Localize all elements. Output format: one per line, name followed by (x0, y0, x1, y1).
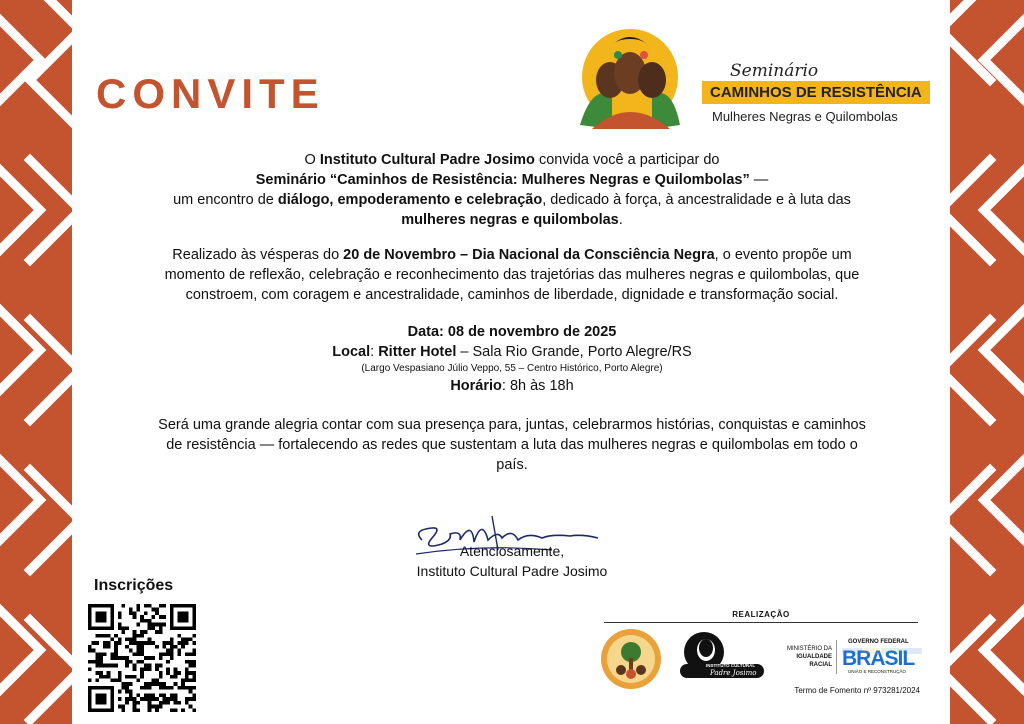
page-title: CONVITE (96, 70, 325, 117)
event-date: Data: 08 de novembro de 2025 (407, 324, 617, 340)
org-name: Instituto Cultural Padre Josimo (319, 152, 535, 168)
context-text: Realizado às vésperas do (172, 247, 344, 263)
intro-text: . (618, 212, 623, 228)
logo-line3: Mulheres Negras e Quilombolas (712, 109, 898, 124)
seminar-name: Seminário “Caminhos de Resistência: Mulheres Negras e Quilombolas” (255, 172, 750, 188)
venue-room: – Sala Rio Grande, Porto Alegre/RS (456, 344, 692, 360)
women-text: mulheres negras e quilombolas (401, 212, 619, 228)
intro-text: , dedicado à força, à ancestralidade e à luta das (542, 192, 851, 208)
gov-top-text: GOVERNO FEDERAL (848, 639, 909, 645)
local-sep: : (370, 344, 379, 360)
icpj-line1: INSTITUTO CULTURAL (706, 663, 756, 668)
venue-address: (Largo Vespasiano Júlio Veppo, 55 – Centro Histórico, Porto Alegre) (361, 363, 663, 374)
time-value: : 8h às 18h (501, 378, 574, 394)
right-border-pattern (950, 0, 1024, 724)
intro-text: O (304, 152, 320, 168)
intro-text: convida você a participar do (534, 152, 720, 168)
signature-block (372, 541, 652, 581)
intro-text: — (749, 172, 769, 188)
ministerio-line: IGUALDADE (796, 654, 832, 660)
icpj-line2: Padre Josimo (710, 669, 757, 677)
event-details (102, 322, 922, 396)
logo-line1: Seminário (730, 61, 819, 81)
closing-paragraph (102, 415, 922, 475)
icpj-logo (676, 630, 766, 682)
local-label: Local (332, 344, 371, 360)
partner-logo-circle (600, 628, 662, 690)
gov-subtitle: UNIÃO E RECONSTRUÇÃO (848, 669, 907, 674)
consciencia-negra-date: 20 de Novembro – Dia Nacional da Consciência Negra (343, 247, 715, 263)
brasil-color-band (842, 648, 922, 654)
registration-qr-code[interactable] (88, 604, 196, 712)
seminar-logo (572, 25, 922, 135)
intro-text: um encontro de (173, 192, 278, 208)
signature-org: Instituto Cultural Padre Josimo (416, 563, 608, 579)
invitation-page (72, 0, 950, 724)
ministerio-line: MINISTÉRIO DA (786, 646, 832, 652)
ministerio-line: RACIAL (809, 662, 832, 668)
registration-title: Inscrições (94, 577, 174, 594)
regards-text: Atenciosamente, (459, 543, 565, 559)
left-border-pattern (0, 0, 72, 724)
fomento-number: Termo de Fomento nº 973281/2024 (794, 686, 920, 695)
realizacao-label: REALIZAÇÃO (732, 610, 790, 619)
ministerio-logo (772, 645, 832, 669)
time-label: Horário (450, 378, 502, 394)
realizacao-divider (604, 622, 918, 623)
context-paragraph (102, 245, 922, 305)
closing-line: de resistência — fortalecendo as redes que sustentam a luta das mulheres negras e quilombolas em todo o (166, 437, 858, 453)
context-text: , o evento propõe um (714, 247, 852, 263)
closing-line: Será uma grande alegria contar com sua presença para, juntas, celebrarmos histórias, conquistas e caminhos (158, 417, 866, 433)
venue-name: Ritter Hotel (378, 344, 457, 360)
brasil-wordmark: BRASIL (842, 647, 915, 670)
logo-line2: CAMINHOS DE RESISTÊNCIA (702, 81, 930, 104)
logo-divider (836, 640, 837, 674)
context-line: momento de reflexão, celebração e reconhecimento das trajetórias das mulheres negras e quilombolas, que (164, 267, 860, 283)
intro-paragraph (102, 150, 922, 230)
closing-line: país. (496, 457, 528, 473)
context-line: constroem, com coragem e ancestralidade, caminhos de liberdade, dignidade e transformação social. (185, 287, 839, 303)
themes-text: diálogo, empoderamento e celebração (277, 192, 543, 208)
